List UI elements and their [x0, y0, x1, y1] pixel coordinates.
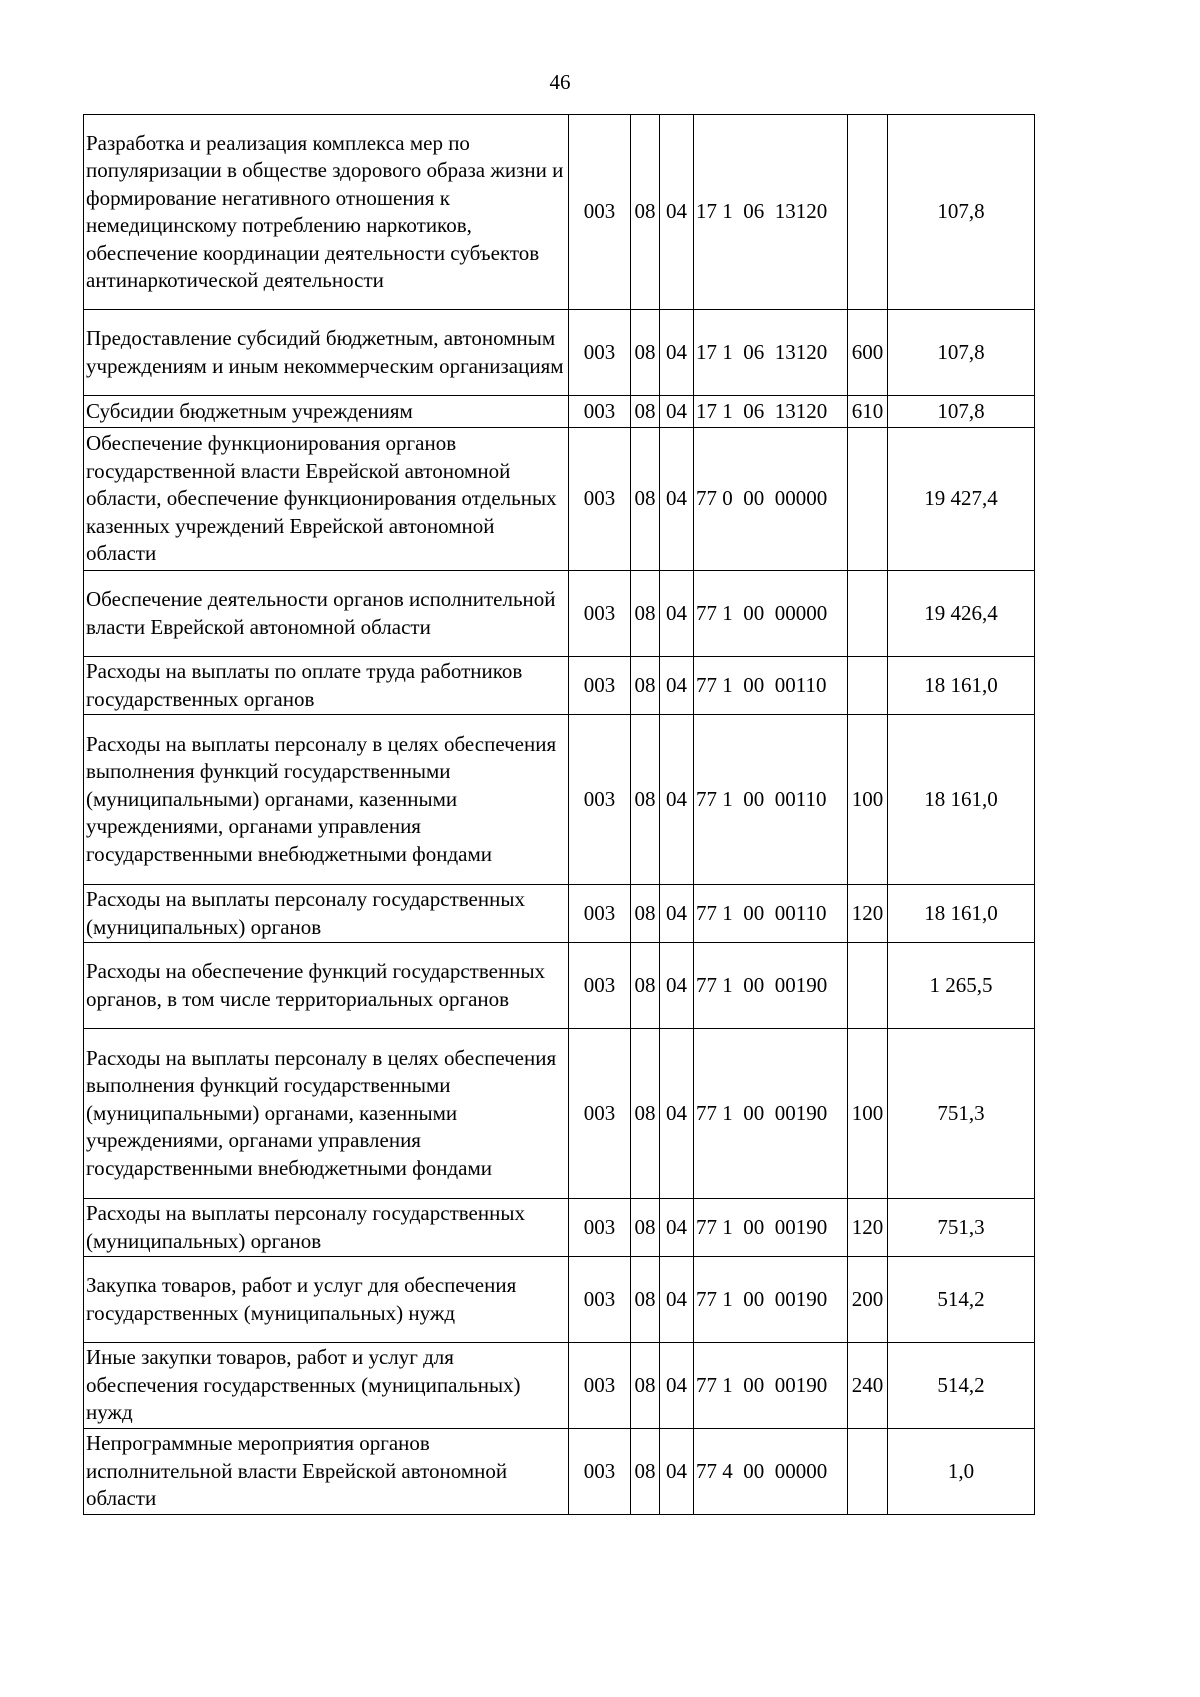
target-article-cell: 77 1 00 00110 [694, 657, 848, 715]
subsection-code-cell: 04 [660, 115, 694, 310]
table-row [84, 885, 1035, 943]
section-code-cell: 08 [631, 428, 660, 571]
row-name-cell: Обеспечение деятельности органов исполнительной власти Еврейской автономной области [84, 571, 569, 657]
table-row [84, 943, 1035, 1029]
amount-cell: 19 426,4 [888, 571, 1035, 657]
ministry-code-cell: 003 [569, 571, 631, 657]
subsection-code-cell: 04 [660, 1257, 694, 1343]
table-row [84, 1429, 1035, 1515]
ministry-code-cell: 003 [569, 715, 631, 885]
ministry-code-cell: 003 [569, 1257, 631, 1343]
ministry-code-cell: 003 [569, 396, 631, 428]
target-article-cell: 77 1 00 00190 [694, 1343, 848, 1429]
subsection-code-cell: 04 [660, 571, 694, 657]
ministry-code-cell: 003 [569, 1343, 631, 1429]
subsection-code-cell: 04 [660, 1029, 694, 1199]
ministry-code-cell: 003 [569, 310, 631, 396]
row-name-cell: Обеспечение функционирования органов государственной власти Еврейской автономной области, обеспечение функционирования отдельных казенных учреждений Еврейской автономной области [84, 428, 569, 571]
expense-type-cell [848, 657, 888, 715]
section-code-cell: 08 [631, 310, 660, 396]
expense-type-cell: 200 [848, 1257, 888, 1343]
subsection-code-cell: 04 [660, 715, 694, 885]
target-article-cell: 77 4 00 00000 [694, 1429, 848, 1515]
table-row [84, 310, 1035, 396]
amount-cell: 107,8 [888, 115, 1035, 310]
row-name-cell: Расходы на выплаты персоналу в целях обеспечения выполнения функций государственными (муниципальными) органами, казенными учреждениями, органами управления государственными внебюджетными фондами [84, 1029, 569, 1199]
target-article-cell: 77 1 00 00110 [694, 715, 848, 885]
section-code-cell: 08 [631, 1029, 660, 1199]
table-row [84, 571, 1035, 657]
expense-type-cell: 120 [848, 885, 888, 943]
row-name-cell: Иные закупки товаров, работ и услуг для обеспечения государственных (муниципальных) нужд [84, 1343, 569, 1429]
target-article-cell: 77 1 00 00110 [694, 885, 848, 943]
amount-cell: 514,2 [888, 1343, 1035, 1429]
row-name-cell: Разработка и реализация комплекса мер по популяризации в обществе здорового образа жизни и формирование негативного отношения к немедицинскому потреблению наркотиков, обеспечение координации деятельности субъектов антинаркотической деятельности [84, 115, 569, 310]
table-row [84, 428, 1035, 571]
section-code-cell: 08 [631, 1429, 660, 1515]
ministry-code-cell: 003 [569, 1199, 631, 1257]
ministry-code-cell: 003 [569, 885, 631, 943]
target-article-cell: 77 1 00 00190 [694, 1257, 848, 1343]
row-name-cell: Расходы на выплаты по оплате труда работников государственных органов [84, 657, 569, 715]
expense-type-cell [848, 428, 888, 571]
ministry-code-cell: 003 [569, 943, 631, 1029]
row-name-cell: Закупка товаров, работ и услуг для обеспечения государственных (муниципальных) нужд [84, 1257, 569, 1343]
target-article-cell: 77 1 00 00190 [694, 943, 848, 1029]
amount-cell: 18 161,0 [888, 885, 1035, 943]
expense-type-cell: 120 [848, 1199, 888, 1257]
subsection-code-cell: 04 [660, 1199, 694, 1257]
section-code-cell: 08 [631, 396, 660, 428]
table-row [84, 1343, 1035, 1429]
expense-type-cell [848, 571, 888, 657]
table-row [84, 115, 1035, 310]
ministry-code-cell: 003 [569, 115, 631, 310]
row-name-cell: Расходы на обеспечение функций государственных органов, в том числе территориальных органов [84, 943, 569, 1029]
target-article-cell: 77 1 00 00000 [694, 571, 848, 657]
expense-type-cell [848, 115, 888, 310]
ministry-code-cell: 003 [569, 1029, 631, 1199]
row-name-cell: Расходы на выплаты персоналу государственных (муниципальных) органов [84, 1199, 569, 1257]
row-name-cell: Непрограммные мероприятия органов исполнительной власти Еврейской автономной области [84, 1429, 569, 1515]
amount-cell: 107,8 [888, 396, 1035, 428]
subsection-code-cell: 04 [660, 396, 694, 428]
target-article-cell: 77 1 00 00190 [694, 1199, 848, 1257]
ministry-code-cell: 003 [569, 428, 631, 571]
amount-cell: 751,3 [888, 1199, 1035, 1257]
subsection-code-cell: 04 [660, 428, 694, 571]
subsection-code-cell: 04 [660, 657, 694, 715]
expense-type-cell: 240 [848, 1343, 888, 1429]
table-row [84, 1029, 1035, 1199]
expense-type-cell: 100 [848, 715, 888, 885]
expense-type-cell: 600 [848, 310, 888, 396]
target-article-cell: 17 1 06 13120 [694, 396, 848, 428]
section-code-cell: 08 [631, 1343, 660, 1429]
target-article-cell: 77 0 00 00000 [694, 428, 848, 571]
expense-type-cell: 100 [848, 1029, 888, 1199]
section-code-cell: 08 [631, 1257, 660, 1343]
section-code-cell: 08 [631, 115, 660, 310]
amount-cell: 107,8 [888, 310, 1035, 396]
subsection-code-cell: 04 [660, 1429, 694, 1515]
amount-cell: 18 161,0 [888, 657, 1035, 715]
amount-cell: 19 427,4 [888, 428, 1035, 571]
section-code-cell: 08 [631, 885, 660, 943]
section-code-cell: 08 [631, 1199, 660, 1257]
amount-cell: 18 161,0 [888, 715, 1035, 885]
expense-type-cell [848, 1429, 888, 1515]
target-article-cell: 17 1 06 13120 [694, 310, 848, 396]
expense-type-cell [848, 943, 888, 1029]
section-code-cell: 08 [631, 715, 660, 885]
row-name-cell: Расходы на выплаты персоналу в целях обеспечения выполнения функций государственными (муниципальными) органами, казенными учреждениями, органами управления государственными внебюджетными фондами [84, 715, 569, 885]
page-number: 46 [549, 70, 571, 94]
amount-cell: 751,3 [888, 1029, 1035, 1199]
subsection-code-cell: 04 [660, 943, 694, 1029]
section-code-cell: 08 [631, 571, 660, 657]
row-name-cell: Расходы на выплаты персоналу государственных (муниципальных) органов [84, 885, 569, 943]
section-code-cell: 08 [631, 657, 660, 715]
subsection-code-cell: 04 [660, 1343, 694, 1429]
table-row [84, 657, 1035, 715]
table-row [84, 1199, 1035, 1257]
amount-cell: 1,0 [888, 1429, 1035, 1515]
row-name-cell: Субсидии бюджетным учреждениям [84, 396, 569, 428]
subsection-code-cell: 04 [660, 310, 694, 396]
table-row [84, 396, 1035, 428]
row-name-cell: Предоставление субсидий бюджетным, автономным учреждениям и иным некоммерческим организациям [84, 310, 569, 396]
expense-type-cell: 610 [848, 396, 888, 428]
amount-cell: 514,2 [888, 1257, 1035, 1343]
ministry-code-cell: 003 [569, 657, 631, 715]
table-row [84, 715, 1035, 885]
ministry-code-cell: 003 [569, 1429, 631, 1515]
section-code-cell: 08 [631, 943, 660, 1029]
amount-cell: 1 265,5 [888, 943, 1035, 1029]
target-article-cell: 77 1 00 00190 [694, 1029, 848, 1199]
table-row [84, 1257, 1035, 1343]
subsection-code-cell: 04 [660, 885, 694, 943]
budget-table-body [84, 115, 1035, 1515]
target-article-cell: 17 1 06 13120 [694, 115, 848, 310]
budget-table [83, 114, 1035, 1515]
